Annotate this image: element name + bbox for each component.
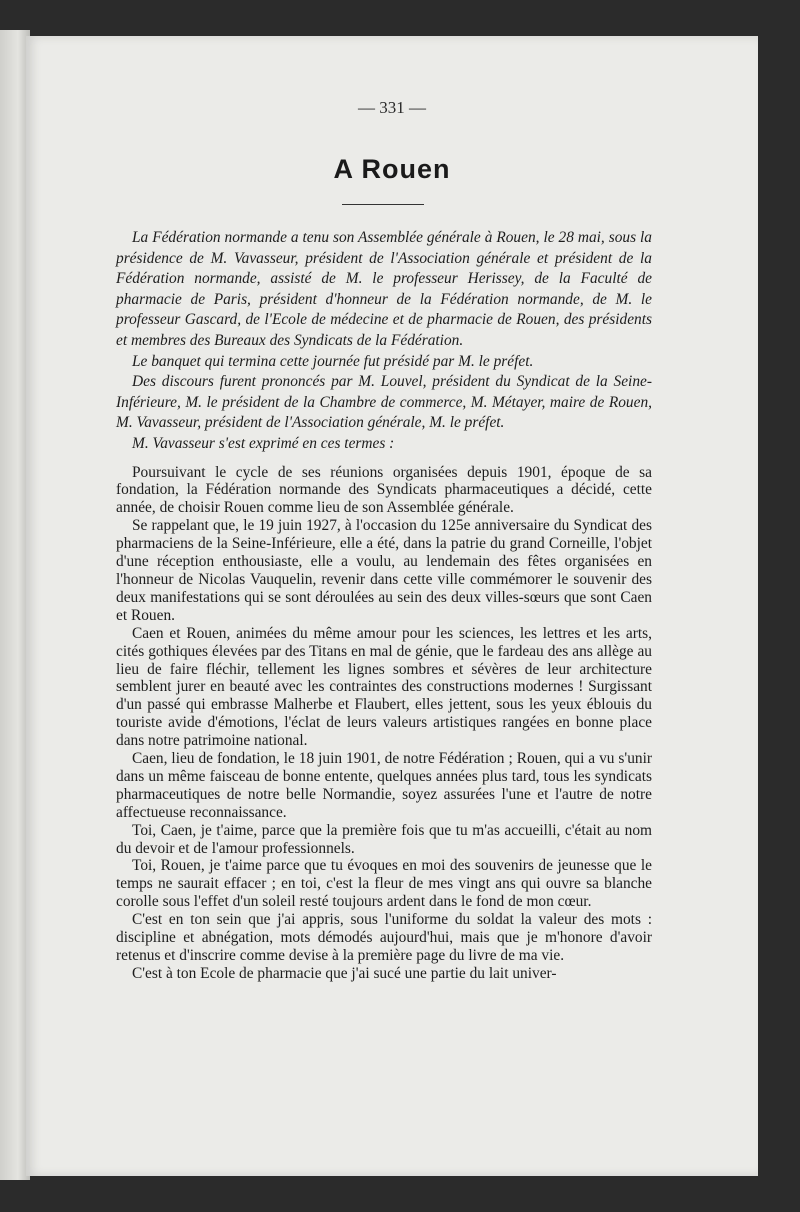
speech-paragraph: Caen, lieu de fondation, le 18 juin 1901, de notre Fédération ; Rouen, qui a vu s'unir dans un même faisceau de bonne entente, quelques années plus tard, tous les syndicats pharmaceutiques de notre belle Normandie, soyez assurées l'une et l'autre de notre affectueuse reconnaissance. bbox=[116, 750, 652, 821]
intro-paragraph: La Fédération normande a tenu son Assemblée générale à Rouen, le 28 mai, sous la présidence de M. Vavasseur, président de l'Association générale et président de la Fédération normande, assisté de M. le professeur Herissey, de la Faculté de pharmacie de Paris, président d'honneur de la Fédération normande, de M. le professeur Gascard, de l'Ecole de médecine et de pharmacie de Rouen, des présidents et membres des Bureaux des Syndicats de la Fédération. bbox=[116, 229, 652, 349]
intro-paragraph: Le banquet qui termina cette journée fut présidé par M. le préfet. bbox=[132, 352, 534, 370]
speech-paragraph: Poursuivant le cycle de ses réunions organisées depuis 1901, époque de sa fondation, la Fédération normande des Syndicats pharmaceutiques a décidé, cette année, de choisir Rouen comme lieu de son Assemblée générale. bbox=[116, 463, 652, 517]
intro-paragraph: M. Vavasseur s'est exprimé en ces termes : bbox=[132, 434, 395, 452]
article-body bbox=[116, 228, 652, 983]
speech-paragraph: C'est en ton sein que j'ai appris, sous l'uniforme du soldat la valeur des mots : discipline et abnégation, mots démodés aujourd'hui, mais que je m'honore d'avoir retenus et d'inscrire comme devise à la première page du livre de ma vie. bbox=[116, 911, 652, 964]
speech-section bbox=[116, 464, 652, 983]
title-divider bbox=[342, 204, 424, 205]
speech-paragraph: Toi, Caen, je t'aime, parce que la première fois que tu m'as accueilli, c'était au nom du devoir et de l'amour professionnels. bbox=[116, 821, 652, 857]
page-title: A Rouen bbox=[333, 154, 451, 184]
speech-paragraph: Toi, Rouen, je t'aime parce que tu évoques en moi des souvenirs de jeunesse que le temps ne saurait effacer ; en toi, c'est la fleur de mes vingt ans qui ouvre sa blanche corolle sous l'effet d'un soleil resté toujours ardent dans le fond de mon cœur. bbox=[116, 857, 652, 911]
speech-paragraph: C'est à ton Ecole de pharmacie que j'ai sucé une partie du lait univer- bbox=[132, 964, 557, 982]
intro-section bbox=[116, 228, 652, 455]
speech-paragraph: Caen et Rouen, animées du même amour pour les sciences, les lettres et les arts, cités gothiques élevées par des Titans en mal de génie, que le fardeau des ans allège au lieu de faire fléchir, tellement les lignes sombres et sévères de leur architecture semblent jurer en beauté avec les contraintes des constructions modernes ! Surgissant d'un passé qui embrasse Malherbe et Flaubert, elles jettent, sous les yeux éblouis du touriste avide d'émotions, l'éclat de leurs valeurs artistiques rangées en bonne place dans notre patrimoine national. bbox=[116, 624, 652, 750]
document-page bbox=[26, 36, 758, 1176]
intro-paragraph: Des discours furent prononcés par M. Louvel, président du Syndicat de la Seine-Inférieure, M. le président de la Chambre de commerce, M. Métayer, maire de Rouen, M. Vavasseur, président de l'Association générale, M. le préfet. bbox=[116, 373, 652, 432]
speech-paragraph: Se rappelant que, le 19 juin 1927, à l'occasion du 125e anniversaire du Syndicat des pharmaciens de la Seine-Inférieure, elle a été, dans la patrie du grand Corneille, l'objet d'une réception enthousiaste, elle a voulu, au lendemain des fêtes organisées en l'honneur de Nicolas Vauquelin, revenir dans cette ville commémorer le souvenir des deux manifestations qui se sont déroulées au sein des deux villes-sœurs que sont Caen et Rouen. bbox=[116, 517, 652, 624]
page-number: — 331 — bbox=[358, 98, 426, 117]
